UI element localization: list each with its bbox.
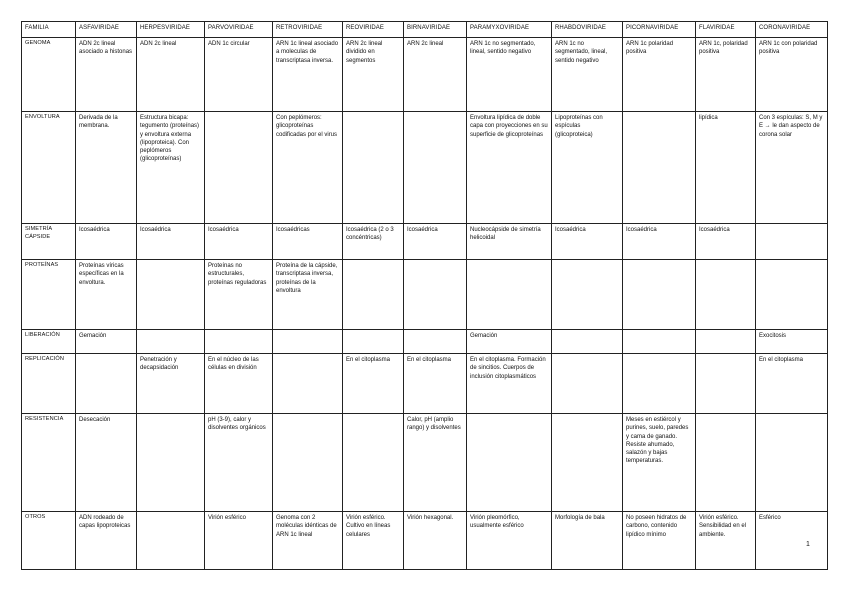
table-cell: Virión pleomórfico, usualmente esférico (467, 512, 552, 570)
table-row (22, 330, 828, 354)
table-cell (696, 330, 756, 354)
header-cell: PICORNAVIRIDAE (623, 22, 696, 38)
table-cell (404, 112, 467, 224)
table-cell (696, 414, 756, 512)
table-cell: Proteínas víricas específicas en la envoltura. (76, 260, 137, 330)
table-cell: En el citoplasma (756, 354, 828, 414)
row-label: RESISTENCIA (22, 414, 76, 512)
table-cell (623, 330, 696, 354)
table-cell: ADN 2c lineal (137, 38, 205, 112)
table-cell (343, 330, 404, 354)
table-cell: Proteína de la cápside, transcriptasa inversa, proteínas de la envoltura (273, 260, 343, 330)
table-cell: Icosaédricas (273, 224, 343, 260)
header-cell: HERPESVIRIDAE (137, 22, 205, 38)
table-cell: Genoma con 2 moléculas idénticas de ARN 1c lineal (273, 512, 343, 570)
table-cell (343, 112, 404, 224)
table-cell: Desecación (76, 414, 137, 512)
table-cell: Icosaédrica (76, 224, 137, 260)
table-cell (273, 354, 343, 414)
header-cell: PARAMYXOVIRIDAE (467, 22, 552, 38)
table-cell: Lipoproteínas con espículas (glicoproteica) (552, 112, 623, 224)
table-cell: Gemación (467, 330, 552, 354)
table-cell (404, 260, 467, 330)
table-cell (756, 260, 828, 330)
table-cell: ARN 1c lineal asociado a moleculas de transcriptasa inversa. (273, 38, 343, 112)
table-row (22, 38, 828, 112)
table-cell: Meses en estiércol y purines, suelo, paredes y cama de ganado. Resiste ahumado, salazón y bajas temperaturas. (623, 414, 696, 512)
table-cell: Virión esférico (205, 512, 273, 570)
table-cell (205, 330, 273, 354)
table-cell: Icosaédrica (137, 224, 205, 260)
table-cell: Nucleocápside de simetría helicoidal (467, 224, 552, 260)
table-cell: Envoltura lipídica de doble capa con proyecciones en su superficie de glicoproteínas (467, 112, 552, 224)
header-cell: CORONAVIRIDAE (756, 22, 828, 38)
table-cell: ARN 2c lineal dividido en segmentos (343, 38, 404, 112)
table-row (22, 260, 828, 330)
table-cell: ARN 1c, polaridad positiva (696, 38, 756, 112)
header-row (22, 22, 828, 38)
table-cell (137, 414, 205, 512)
table-cell: No poseen hidratos de carbono, contenido lipídico mínimo (623, 512, 696, 570)
table-cell: En el citoplasma. Formación de sincitios. Cuerpos de inclusión citoplasmáticos (467, 354, 552, 414)
header-cell: ASFAVIRIDAE (76, 22, 137, 38)
table-cell: Morfología de bala (552, 512, 623, 570)
table-cell: ARN 1c polaridad positiva (623, 38, 696, 112)
table-cell (623, 112, 696, 224)
table-cell (137, 512, 205, 570)
table-cell (205, 112, 273, 224)
table-row (22, 112, 828, 224)
table-cell (467, 260, 552, 330)
table-cell: Con peplómeros: glicoproteínas codificadas por el virus (273, 112, 343, 224)
table-row (22, 414, 828, 512)
header-cell: BIRNAVIRIDAE (404, 22, 467, 38)
row-label: GENOMA (22, 38, 76, 112)
row-label: PROTEÍNAS (22, 260, 76, 330)
row-label: REPLICACIÓN (22, 354, 76, 414)
table-cell (696, 354, 756, 414)
table-cell: Icosaédrica (404, 224, 467, 260)
table-cell (273, 414, 343, 512)
table-cell (623, 354, 696, 414)
table-row (22, 354, 828, 414)
table-cell: Derivada de la membrana. (76, 112, 137, 224)
table-cell: pH (3-9), calor y disolventes orgánicos (205, 414, 273, 512)
table-cell: En el citoplasma (404, 354, 467, 414)
table-cell (404, 330, 467, 354)
table-cell (696, 260, 756, 330)
table-cell: Icosaédrica (696, 224, 756, 260)
table-cell: Icosaédrica (2 o 3 concéntricas) (343, 224, 404, 260)
table-cell: Esférico (756, 512, 828, 570)
table-cell: Proteínas no estructurales, proteínas reguladoras (205, 260, 273, 330)
table-cell: ARN 1c no segmentado, lineal, sentido negativo (467, 38, 552, 112)
table-cell: Icosaédrica (623, 224, 696, 260)
row-label: ENVOLTURA (22, 112, 76, 224)
table-cell: ARN 2c lineal (404, 38, 467, 112)
table-cell: Con 3 espículas: S, M y E → le dan aspecto de corona solar (756, 112, 828, 224)
table-cell: Virión esférico. Sensibilidad en el ambiente. (696, 512, 756, 570)
page-number: 1 (806, 541, 810, 548)
table-cell: ARN 1c con polaridad positiva (756, 38, 828, 112)
table-cell (343, 260, 404, 330)
table-cell (756, 224, 828, 260)
header-cell: FAMILIA (22, 22, 76, 38)
table-cell: ADN 1c circular (205, 38, 273, 112)
table-cell (137, 260, 205, 330)
table-row (22, 224, 828, 260)
row-label: OTROS (22, 512, 76, 570)
table-cell: ADN rodeado de capas lipoproteicas (76, 512, 137, 570)
table-cell: Estructura bicapa: tegumento (proteínas) y envoltura externa (lipoproteica). Con peplómeros (glicoproteínas) (137, 112, 205, 224)
table-cell: lipídica (696, 112, 756, 224)
header-cell: PARVOVIRIDAE (205, 22, 273, 38)
table-cell: Penetración y decapsidación (137, 354, 205, 414)
header-cell: RETROVIRIDAE (273, 22, 343, 38)
table-cell: ARN 1c no segmentado, lineal, sentido negativo (552, 38, 623, 112)
table-cell: Virión esférico. Cultivo en líneas celulares (343, 512, 404, 570)
table-cell (552, 354, 623, 414)
table-row (22, 512, 828, 570)
table-cell (756, 414, 828, 512)
header-cell: RHABDOVIRIDAE (552, 22, 623, 38)
table-cell (467, 414, 552, 512)
table-cell: ADN 2c lineal asociado a histonas (76, 38, 137, 112)
table-cell: Calor, pH (amplio rango) y disolventes (404, 414, 467, 512)
table-cell: En el núcleo de las células en división (205, 354, 273, 414)
header-cell: REOVIRIDAE (343, 22, 404, 38)
table-cell: Exocitosis (756, 330, 828, 354)
table-cell (623, 260, 696, 330)
virus-families-table (21, 21, 828, 570)
row-label: SIMETRÍA CÁPSIDE (22, 224, 76, 260)
table-cell: En el citoplasma (343, 354, 404, 414)
table-cell (76, 354, 137, 414)
table-cell: Virión hexagonal. (404, 512, 467, 570)
table-cell (552, 330, 623, 354)
header-cell: FLAVIRIDAE (696, 22, 756, 38)
table-cell: Gemación (76, 330, 137, 354)
table-cell (552, 414, 623, 512)
table-cell (552, 260, 623, 330)
table-cell (137, 330, 205, 354)
table-cell (343, 414, 404, 512)
table-cell (273, 330, 343, 354)
row-label: LIBERACIÓN (22, 330, 76, 354)
table-cell: Icosaédrica (552, 224, 623, 260)
table-cell: Icosaédrica (205, 224, 273, 260)
